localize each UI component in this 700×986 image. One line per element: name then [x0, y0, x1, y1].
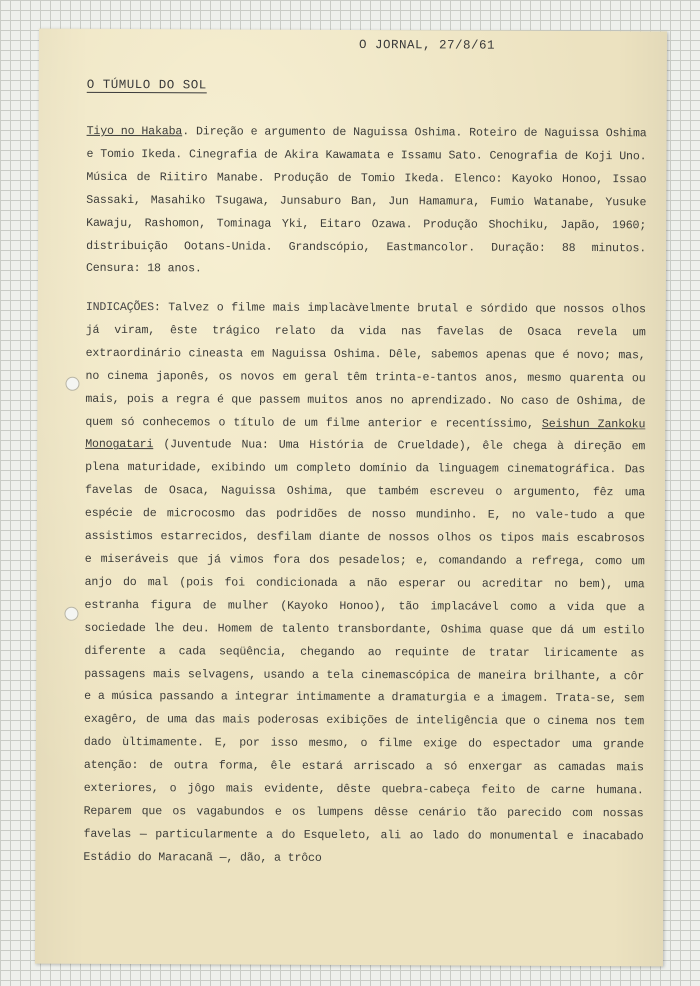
section-lead: INDICAÇÕES [85, 300, 154, 315]
newspaper-date: O JORNAL, 27/8/61 [358, 38, 496, 53]
prior-film-title: Seishun Zankoku Monogatari [85, 417, 646, 452]
body-text-part-1: : Talvez o filme mais implacàvelmente brutal e sórdido que nossos olhos já viram, êste trágico relato da vida nas favelas de Osaca revela um extraordinário cineasta em Naguissa Oshima. Dêle, sabemos apenas que é novo; mas, no cinema japonês, os novos em geral têm trinta-e-tantos anos, mesmo quarenta ou mais, pois a regra é que passem muitos anos no aprendizado. No caso de Oshima, de quem só conhecemos o título de um filme anterior e recentíssimo, [85, 301, 646, 431]
punch-hole [65, 377, 79, 391]
punch-hole [64, 607, 78, 621]
typewritten-page [35, 29, 667, 967]
film-title: Tiyo no Hakaba [86, 124, 183, 139]
article-title: O TÚMULO DO SOL [86, 77, 207, 93]
body-text-part-2: (Juventude Nua: Uma História de Crueldade), êle chega à direção em plena maturidade, exibindo um completo domínio da linguagem cinematográfica. Das favelas de Osaca, Naguissa Oshima, que também escreveu o argumento, fêz uma espécie de microcosmo das podridões de nosso mundinho. E, no vale-tudo a que assistimos estarrecidos, desfilam diante de nossos olhos os tipos mais escabrosos e miseráveis que já vimos fora dos pesadelos; e, comandando a refrega, como um anjo do mal (pois foi condicionada a não esperar ou acreditar no bem), uma estranha figura de mulher (Kayoko Honoo), tão implacável como a vida que a sociedade lhe deu. Homem de talento transbordante, Oshima quase que dá um estilo diferente a cada seqüência, chegando ao requinte de tratar liricamente as passagens mais selvagens, usando a tela cinemascópica de maneira brilhante, a côr e a música passando a integrar intimamente a dramaturgia e a imagem. Trata-se, sem exagêro, de uma das mais poderosas exibições de inteligência que o cinema nos tem dado ùltimamente. E, por isso mesmo, o filme exige do espectador uma grande atenção: de outra forma, êle estará arriscado a só enxergar as camadas mais exteriores, o jôgo mais evidente, dêste quebra-cabeça feito de carne humana. Reparem que os vagabundos e os lumpens dêsse cenário tão parecido com nossas favelas — particularmente a do Esqueleto, ali ao lado do monumental e inacabado Estádio do Maracanã —, dão, a trôco [83, 438, 646, 865]
credits-text: . Direção e argumento de Naguissa Oshima. Roteiro de Naguissa Oshima e Tomio Ikeda. Cinegrafia de Akira Kawamata e Issamu Sato. Cenografia de Koji Uno. Música de Riitiro Manabe. Produção de Tomio Ikeda. Elenco: Kayoko Honoo, Issao Sassaki, Masahiko Tsugawa, Junsaburo Ban, Jun Hamamura, Fumio Watanabe, Yusuke Kawaju, Rashomon, Tominaga Yki, Eitaro Ozawa. Produção Shochiku, Japão, 1960; distribuição Ootans-Unida. Grandscópio, Eastmancolor. Duração: 88 minutos. Censura: 18 anos. [85, 125, 647, 276]
film-credits [86, 121, 647, 284]
review-body [83, 297, 645, 872]
